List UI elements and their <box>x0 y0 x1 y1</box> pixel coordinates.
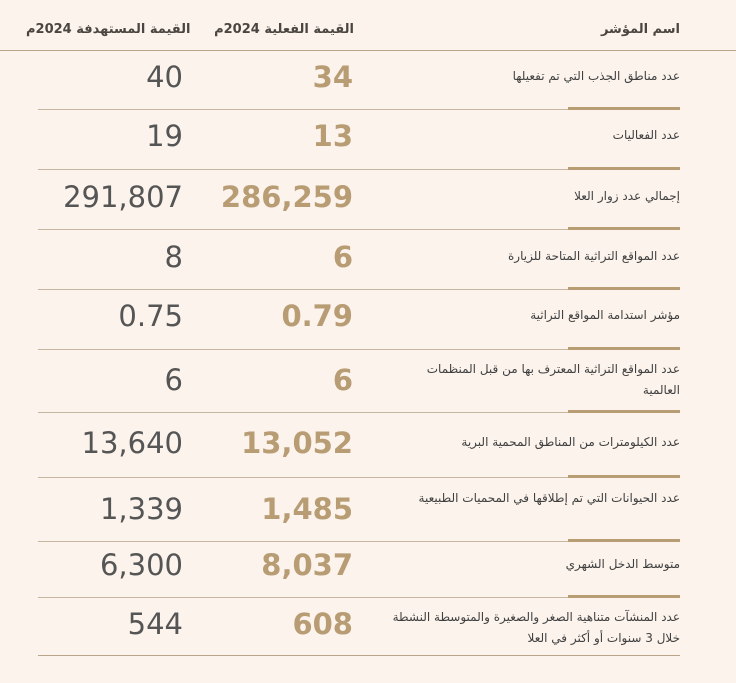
row-divider-accent <box>568 167 680 170</box>
column-header-indicator: اسم المؤشر <box>600 22 680 37</box>
target-value: 19 <box>146 119 183 153</box>
target-value: 13,640 <box>81 426 183 460</box>
target-value: 8 <box>164 240 183 274</box>
row-divider-accent <box>568 410 680 413</box>
actual-value: 6 <box>332 240 353 274</box>
row-divider-accent <box>568 287 680 290</box>
indicator-label: عدد المنشآت متناهية الصغر والصغيرة والمتوسطة النشطة خلال 3 سنوات أو أكثر في العلا <box>392 610 680 645</box>
row-divider-accent <box>568 227 680 230</box>
indicator-label: عدد الكيلومترات من المناطق المحمية البرية <box>461 435 680 449</box>
table-bottom-divider <box>38 655 680 656</box>
row-divider-accent <box>568 595 680 598</box>
actual-value: 0.79 <box>281 299 353 333</box>
indicator-label: متوسط الدخل الشهري <box>565 557 680 571</box>
actual-value: 1,485 <box>261 492 353 526</box>
indicator-label: عدد المواقع التراثية المعترف بها من قبل المنظمات العالمية <box>426 362 680 397</box>
row-divider-accent <box>568 107 680 110</box>
target-value: 0.75 <box>118 299 183 333</box>
row-divider-accent <box>568 539 680 542</box>
target-value: 6 <box>164 363 183 397</box>
indicator-label: عدد الحيوانات التي تم إطلاقها في المحميات الطبيعية <box>418 491 680 505</box>
target-value: 544 <box>127 607 183 641</box>
header-divider <box>0 50 736 51</box>
actual-value: 34 <box>312 60 353 94</box>
actual-value: 608 <box>292 607 353 641</box>
actual-value: 13,052 <box>241 426 353 460</box>
indicator-label: عدد الفعاليات <box>612 128 680 142</box>
row-divider-accent <box>568 347 680 350</box>
actual-value: 286,259 <box>220 180 353 214</box>
actual-value: 6 <box>332 363 353 397</box>
column-header-actual: القيمة الفعلية 2024م <box>214 22 354 37</box>
indicator-label: مؤشر استدامة المواقع التراثية <box>530 308 680 322</box>
target-value: 40 <box>146 60 183 94</box>
indicator-label: إجمالي عدد زوار العلا <box>574 189 680 203</box>
column-header-target: القيمة المستهدفة 2024م <box>26 22 191 37</box>
target-value: 291,807 <box>63 180 183 214</box>
actual-value: 13 <box>312 119 353 153</box>
row-divider-accent <box>568 475 680 478</box>
indicator-label: عدد المواقع التراثية المتاحة للزيارة <box>508 249 680 263</box>
target-value: 1,339 <box>99 492 183 526</box>
actual-value: 8,037 <box>261 548 353 582</box>
target-value: 6,300 <box>99 548 183 582</box>
indicator-label: عدد مناطق الجذب التي تم تفعيلها <box>512 69 680 83</box>
